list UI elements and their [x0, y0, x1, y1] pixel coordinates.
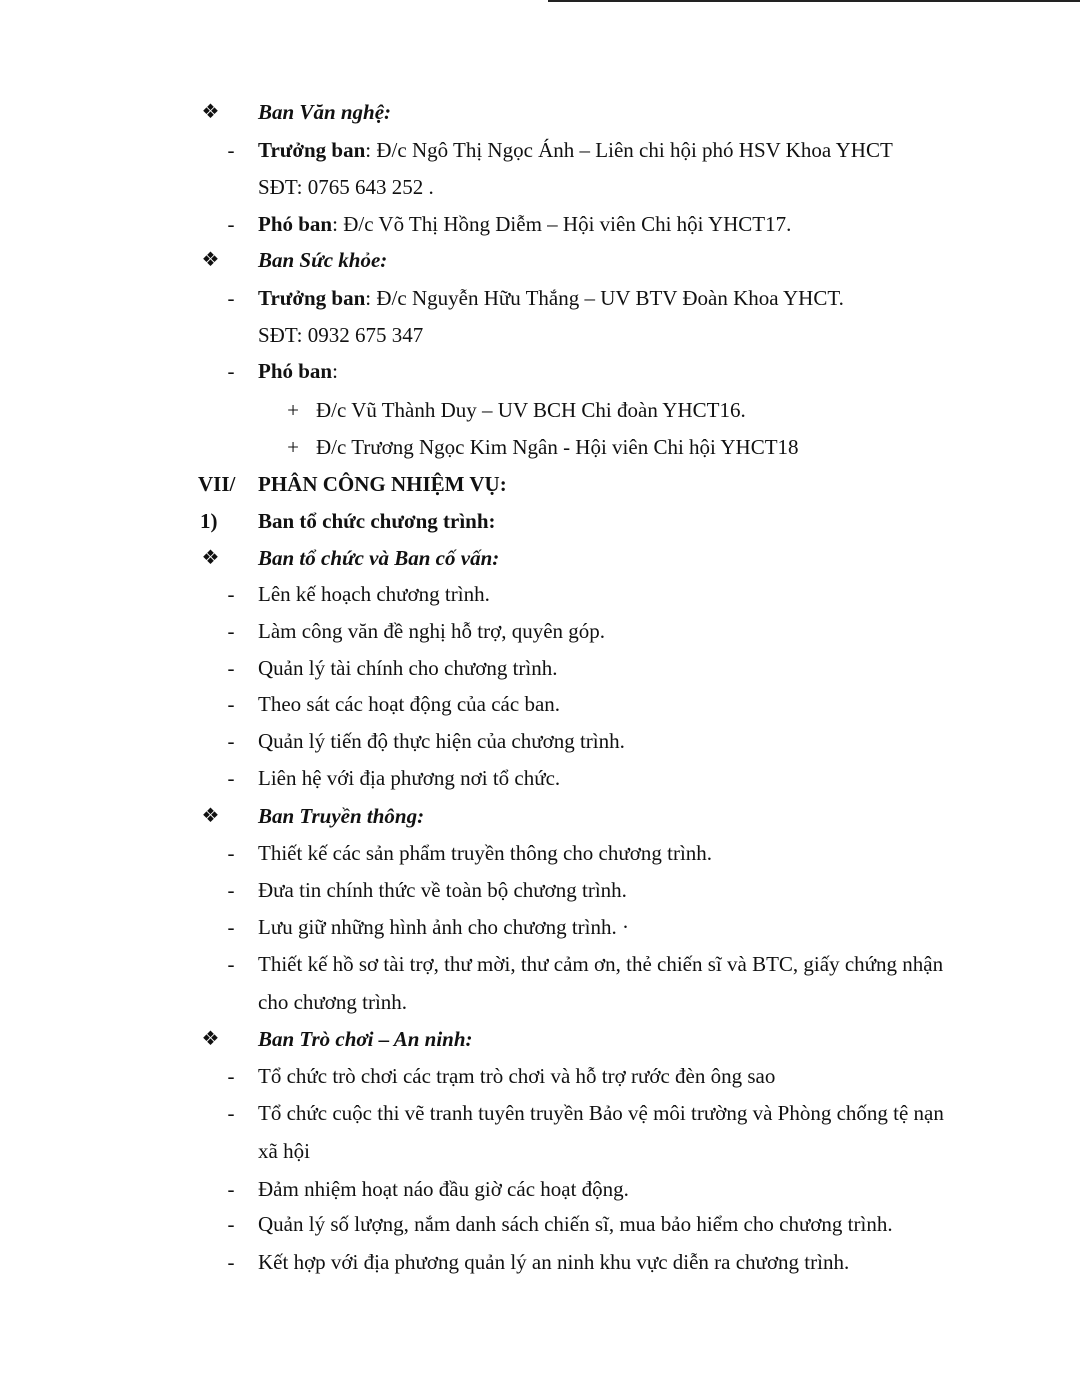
diamond-bullet-icon: ❖: [201, 547, 219, 569]
role-label: Phó ban: [258, 359, 333, 383]
organizing-title: Ban tổ chức và Ban cố vấn:: [258, 546, 500, 570]
health-truong-ban-phone: SĐT: 0932 675 347: [258, 323, 424, 347]
plus-bullet: +: [287, 435, 299, 459]
games-item: Tổ chức trò chơi các trạm trò chơi và hỗ trợ rước đèn ông sao: [258, 1064, 776, 1088]
art-truong-ban: [258, 137, 893, 163]
dash-bullet: -: [227, 359, 235, 383]
media-item: Thiết kế hồ sơ tài trợ, thư mời, thư cảm ơn, thẻ chiến sĩ và BTC, giấy chứng nhận: [258, 952, 944, 976]
games-item: Đảm nhiệm hoạt náo đầu giờ các hoạt động.: [258, 1177, 629, 1201]
role-colon: :: [332, 359, 338, 383]
dash-bullet: -: [227, 878, 235, 902]
role-text: : Đ/c Ngô Thị Ngọc Ánh – Liên chi hội phó HSV Khoa YHCT: [365, 138, 893, 162]
dash-bullet: -: [227, 1101, 235, 1125]
role-label: Trưởng ban: [258, 138, 366, 162]
organizing-item: Theo sát các hoạt động của các ban.: [258, 692, 561, 716]
dash-bullet: -: [227, 952, 235, 976]
art-truong-ban-phone: SĐT: 0765 643 252 .: [258, 175, 434, 199]
health-truong-ban: [258, 285, 844, 311]
dash-bullet: -: [227, 692, 235, 716]
role-text: : Đ/c Võ Thị Hồng Diễm – Hội viên Chi hội YHCT17.: [332, 212, 792, 236]
dash-bullet: -: [227, 1212, 235, 1236]
role-text: : Đ/c Nguyễn Hữu Thắng – UV BTV Đoàn Khoa YHCT.: [365, 286, 844, 310]
dash-bullet: -: [227, 841, 235, 865]
organizing-item: Làm công văn đề nghị hỗ trợ, quyên góp.: [258, 619, 606, 643]
organizing-item: Lên kế hoạch chương trình.: [258, 582, 490, 606]
media-item: Lưu giữ những hình ảnh cho chương trình. ·: [258, 915, 629, 939]
media-title: Ban Truyền thông:: [258, 804, 425, 828]
role-label: Phó ban: [258, 212, 333, 236]
dash-bullet: -: [227, 656, 235, 680]
top-border-rule: [548, 0, 1080, 2]
section-title: PHÂN CÔNG NHIỆM VỤ:: [258, 472, 507, 496]
diamond-bullet-icon: ❖: [201, 1028, 219, 1050]
section-numeral: VII/: [198, 472, 236, 496]
dash-bullet: -: [227, 212, 235, 236]
health-pho-ban-member: Đ/c Trương Ngọc Kim Ngân - Hội viên Chi hội YHCT18: [316, 435, 799, 459]
art-ban-title: Ban Văn nghệ:: [258, 100, 392, 124]
organizing-item: Liên hệ với địa phương nơi tổ chức.: [258, 766, 561, 790]
dash-bullet: -: [227, 729, 235, 753]
diamond-bullet-icon: ❖: [201, 101, 219, 123]
dash-bullet: -: [227, 1250, 235, 1274]
dash-bullet: -: [227, 1177, 235, 1201]
dash-bullet: -: [227, 582, 235, 606]
dash-bullet: -: [227, 138, 235, 162]
media-item: Thiết kế các sản phẩm truyền thông cho chương trình.: [258, 841, 713, 865]
subsection-title: Ban tổ chức chương trình:: [258, 509, 496, 533]
games-item: Quản lý số lượng, nắm danh sách chiến sĩ, mua bảo hiểm cho chương trình.: [258, 1212, 893, 1236]
health-pho-ban: [258, 358, 338, 384]
games-title: Ban Trò chơi – An ninh:: [258, 1027, 473, 1051]
dash-bullet: -: [227, 766, 235, 790]
games-item: Kết hợp với địa phương quản lý an ninh khu vực diễn ra chương trình.: [258, 1250, 850, 1274]
dash-bullet: -: [227, 915, 235, 939]
games-item: Tổ chức cuộc thi vẽ tranh tuyên truyền Bảo vệ môi trường và Phòng chống tệ nạn: [258, 1101, 944, 1125]
media-item: Đưa tin chính thức về toàn bộ chương trình.: [258, 878, 627, 902]
media-item-continued: cho chương trình.: [258, 990, 408, 1014]
art-pho-ban: [258, 211, 791, 237]
dash-bullet: -: [227, 1064, 235, 1088]
organizing-item: Quản lý tài chính cho chương trình.: [258, 656, 558, 680]
plus-bullet: +: [287, 398, 299, 422]
subsection-number: 1): [200, 509, 218, 533]
dash-bullet: -: [227, 286, 235, 310]
dash-bullet: -: [227, 619, 235, 643]
diamond-bullet-icon: ❖: [201, 805, 219, 827]
games-item-continued: xã hội: [258, 1139, 310, 1163]
health-pho-ban-member: Đ/c Vũ Thành Duy – UV BCH Chi đoàn YHCT16.: [316, 398, 746, 422]
organizing-item: Quản lý tiến độ thực hiện của chương trình.: [258, 729, 625, 753]
health-ban-title: Ban Sức khỏe:: [258, 248, 388, 272]
role-label: Trưởng ban: [258, 286, 366, 310]
diamond-bullet-icon: ❖: [201, 249, 219, 271]
